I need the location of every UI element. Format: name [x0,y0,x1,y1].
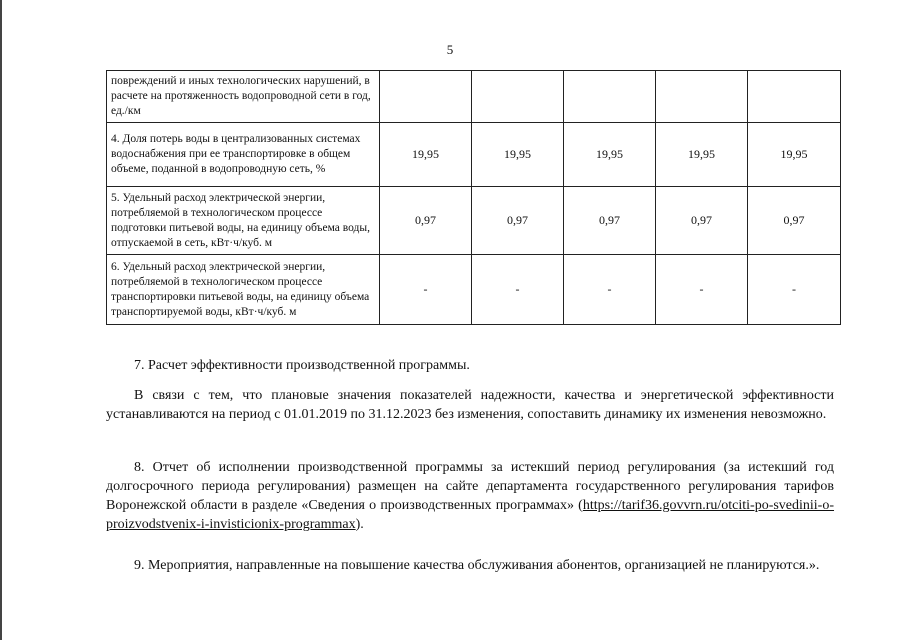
table-row [107,255,841,325]
indicator-value: - [564,255,656,325]
table-body [107,71,841,325]
table-row [107,123,841,187]
indicator-value: 19,95 [748,123,841,187]
paragraph-7-heading: 7. Расчет эффективности производственной программы. [134,358,470,373]
indicator-description: 6. Удельный расход электрической энергии, потребляемой в технологическом процессе транспортировки питьевой воды, на единицу объема транспортируемой воды, кВт·ч/куб. м [107,255,380,325]
indicator-value: 0,97 [564,187,656,255]
indicator-value: 0,97 [656,187,748,255]
indicator-value: 19,95 [380,123,472,187]
indicator-value: - [472,255,564,325]
indicator-value: 0,97 [472,187,564,255]
indicator-value [656,71,748,123]
indicator-value: 19,95 [564,123,656,187]
indicator-description: повреждений и иных технологических нарушений, в расчете на протяженность водопроводной сети в год, ед./км [107,71,380,123]
indicator-description: 5. Удельный расход электрической энергии, потребляемой в технологическом процессе подготовки питьевой воды, на единицу объема воды, отпускаемой в сеть, кВт·ч/куб. м [107,187,380,255]
paragraph-8-link-close: ). [355,517,364,532]
indicator-value [748,71,841,123]
paragraph-9: 9. Мероприятия, направленные на повышение качества обслуживания абонентов, организацией не планируются.». [134,558,820,573]
indicator-value: 0,97 [380,187,472,255]
indicator-value: 19,95 [656,123,748,187]
paragraph-7-body: В связи с тем, что плановые значения показателей надежности, качества и энергетической эффективности устанавливаются на период с 01.01.2019 по 31.12.2023 без изменения, сопоставить динамику их изменения невозможно. [106,388,834,422]
indicator-value [472,71,564,123]
table-row [107,187,841,255]
indicator-value [380,71,472,123]
page-left-edge [0,0,2,640]
indicator-value: - [748,255,841,325]
indicator-value [564,71,656,123]
indicator-value: 0,97 [748,187,841,255]
indicator-description: 4. Доля потерь воды в централизованных системах водоснабжения при ее транспортировке в общем объеме, поданной в водопроводную сеть, % [107,123,380,187]
indicator-value: - [656,255,748,325]
page-number: 5 [446,42,454,57]
indicators-table [106,70,841,325]
paragraph-8-text: 8. Отчет об исполнении производственной программы за истекший период регулирования (за истекший год долгосрочного периода регулирования) размещен на сайте департамента государственного регулирования тарифов Воронежской области в разделе «Сведения о производственных программах» [106,460,834,513]
table-row [107,71,841,123]
paragraph-8-link-open: ( [578,498,583,513]
indicator-value: 19,95 [472,123,564,187]
indicator-value: - [380,255,472,325]
paragraph-8 [106,458,834,534]
departament-website-link[interactable]: https://tarif36.govvrn.ru/otciti-po-svedinii-o-proizvodstvenix-i-invisticionix-programmax [106,498,835,532]
